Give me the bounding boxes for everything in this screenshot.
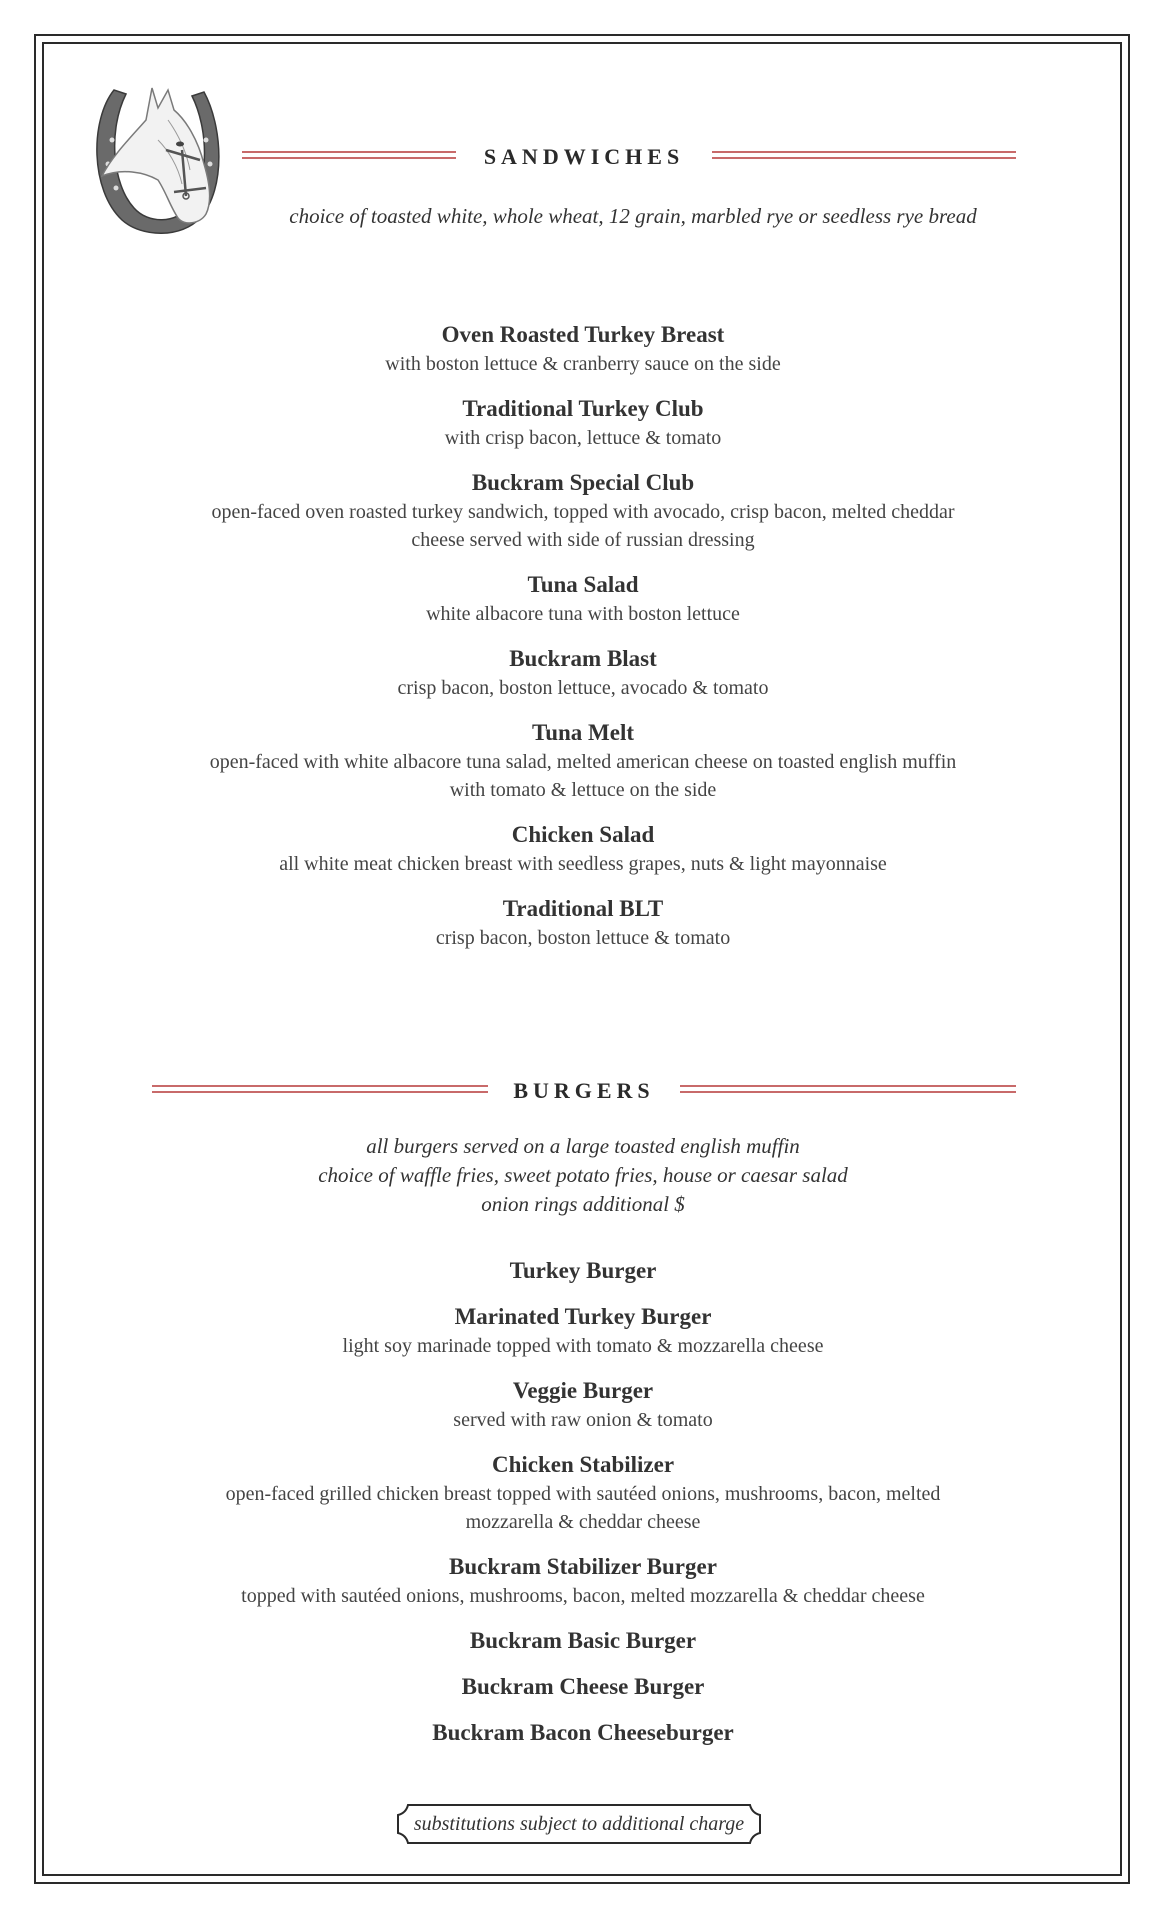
menu-item <box>80 644 1086 702</box>
menu-item-name: Buckram Cheese Burger <box>461 1674 705 1699</box>
menu-item <box>80 468 1086 554</box>
sandwiches-intro-line: choice of toasted white, whole wheat, 12 grain, marbled rye or seedless rye bread <box>289 204 977 228</box>
sandwiches-rule-right <box>712 151 1016 159</box>
substitutions-note <box>396 1803 762 1845</box>
menu-item-name: Oven Roasted Turkey Breast <box>441 322 725 347</box>
menu-item-name: Veggie Burger <box>512 1378 654 1403</box>
burgers-heading: BURGERS <box>513 1078 655 1103</box>
menu-item-name: Chicken Salad <box>511 822 655 847</box>
menu-item-name: Turkey Burger <box>509 1258 657 1283</box>
sandwiches-rule-left <box>242 151 456 159</box>
menu-item-description: with boston lettuce & cranberry sauce on the side <box>385 353 781 375</box>
menu-item-name: Buckram Special Club <box>471 470 695 495</box>
menu-item-description: light soy marinade topped with tomato & mozzarella cheese <box>342 1335 824 1357</box>
menu-item <box>80 1376 1086 1434</box>
menu-item-description: with crisp bacon, lettuce & tomato <box>444 427 722 449</box>
menu-item-name: Traditional BLT <box>502 896 664 921</box>
sandwiches-list <box>80 320 1086 968</box>
menu-item <box>80 1450 1086 1536</box>
menu-item <box>80 1256 1086 1286</box>
menu-item-name: Marinated Turkey Burger <box>454 1304 712 1329</box>
menu-item <box>80 394 1086 452</box>
menu-item <box>80 570 1086 628</box>
menu-item <box>80 1552 1086 1610</box>
menu-item <box>80 718 1086 804</box>
menu-item <box>80 894 1086 952</box>
menu-item-description: open-faced grilled chicken breast topped with sautéed onions, mushrooms, bacon, melted <box>225 1483 941 1505</box>
menu-item <box>80 1718 1086 1748</box>
menu-item-name: Buckram Blast <box>509 646 657 671</box>
burgers-intro <box>80 1132 1086 1219</box>
menu-item-description: open-faced with white albacore tuna salad, melted american cheese on toasted english muffin <box>209 751 957 773</box>
burgers-intro-line: all burgers served on a large toasted english muffin <box>366 1134 800 1158</box>
menu-item-description: all white meat chicken breast with seedless grapes, nuts & light mayonnaise <box>279 853 887 875</box>
substitutions-note-text: substitutions subject to additional charge <box>413 1813 745 1835</box>
menu-item <box>80 320 1086 378</box>
menu-item-name: Buckram Bacon Cheeseburger <box>432 1720 734 1745</box>
menu-item-description: crisp bacon, boston lettuce, avocado & tomato <box>397 677 769 699</box>
menu-item <box>80 1626 1086 1656</box>
menu-item <box>80 1672 1086 1702</box>
burgers-list <box>80 1256 1086 1764</box>
menu-item <box>80 820 1086 878</box>
menu-item-description: with tomato & lettuce on the side <box>449 779 717 801</box>
menu-item-description: cheese served with side of russian dressing <box>411 529 755 551</box>
sandwiches-heading: SANDWICHES <box>483 144 685 169</box>
menu-item-name: Tuna Melt <box>531 720 635 745</box>
burgers-rule-right <box>680 1085 1016 1093</box>
sandwiches-intro <box>200 202 1066 231</box>
menu-item-name: Buckram Stabilizer Burger <box>449 1554 717 1579</box>
menu-item-name: Traditional Turkey Club <box>462 396 704 421</box>
burgers-intro-line: choice of waffle fries, sweet potato fries, house or caesar salad <box>318 1163 848 1187</box>
menu-item-description: white albacore tuna with boston lettuce <box>426 603 740 625</box>
menu-item-description: crisp bacon, boston lettuce & tomato <box>435 927 731 949</box>
burgers-intro-line: onion rings additional $ <box>481 1192 685 1216</box>
menu-item-description: topped with sautéed onions, mushrooms, bacon, melted mozzarella & cheddar cheese <box>241 1585 925 1607</box>
menu-item-description: served with raw onion & tomato <box>453 1409 713 1431</box>
menu-item-name: Chicken Stabilizer <box>491 1452 675 1477</box>
menu-item <box>80 1302 1086 1360</box>
menu-item-name: Buckram Basic Burger <box>469 1628 697 1653</box>
burgers-rule-left <box>152 1085 488 1093</box>
menu-item-description: mozzarella & cheddar cheese <box>465 1511 701 1533</box>
menu-item-description: open-faced oven roasted turkey sandwich, topped with avocado, crisp bacon, melted cheddar <box>211 501 955 523</box>
menu-item-name: Tuna Salad <box>527 572 639 597</box>
